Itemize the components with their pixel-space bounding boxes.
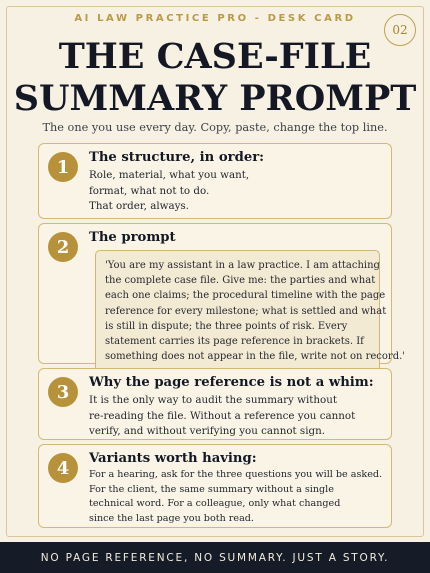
body-line: re-reading the file. Without a reference you cannot bbox=[89, 409, 356, 422]
body-line: Role, material, what you want, bbox=[89, 169, 250, 181]
section-number-badge: 4 bbox=[48, 453, 78, 483]
section-number-badge: 1 bbox=[48, 152, 78, 182]
section-body bbox=[89, 168, 383, 215]
section-structure bbox=[38, 143, 392, 219]
body-line: For a hearing, ask for the three questions you will be asked. bbox=[89, 469, 383, 480]
section-heading: The prompt bbox=[89, 230, 176, 245]
section-prompt bbox=[38, 223, 406, 364]
quote-line: 'You are my assistant in a law practice. I am attaching bbox=[105, 260, 380, 271]
section-body bbox=[89, 393, 383, 440]
page-title bbox=[0, 36, 430, 120]
header-kicker: AI LAW PRACTICE PRO - DESK CARD bbox=[74, 13, 356, 24]
section-number-badge: 2 bbox=[48, 232, 78, 262]
card-number-badge: 02 bbox=[384, 14, 416, 46]
section-page-reference bbox=[38, 368, 392, 440]
quote-line: reference for every milestone; what is settled and what bbox=[105, 305, 387, 317]
body-line: For the client, the same summary without a single bbox=[89, 483, 334, 495]
body-line: verify, and without verifying you cannot sign. bbox=[89, 425, 326, 438]
section-number-badge: 3 bbox=[48, 377, 78, 407]
body-line: format, what not to do. bbox=[89, 184, 210, 197]
quote-line: the complete case file. Give me: the parties and what bbox=[105, 275, 376, 287]
section-heading: Variants worth having: bbox=[89, 451, 257, 466]
section-heading: Why the page reference is not a whim: bbox=[89, 375, 374, 390]
section-body bbox=[89, 468, 383, 526]
title-line-2: SUMMARY PROMPT bbox=[13, 78, 417, 119]
title-line-1: THE CASE-FILE bbox=[58, 36, 372, 77]
quote-line: something does not appear in the file, write not on record.' bbox=[105, 351, 406, 363]
body-line: It is the only way to audit the summary without bbox=[89, 394, 337, 406]
section-heading: The structure, in order: bbox=[89, 150, 265, 165]
body-line: since the last page you both read. bbox=[89, 512, 254, 524]
section-variants bbox=[38, 444, 392, 528]
quote-line: statement carries its page reference in brackets. If bbox=[105, 336, 364, 348]
quote-line: is still in dispute; the three points of risk. Every bbox=[105, 320, 348, 332]
prompt-quote-box[interactable] bbox=[95, 250, 406, 372]
body-line: technical word. For a colleague, only what changed bbox=[89, 498, 341, 509]
quote-line: each one claims; the procedural timeline with the page bbox=[105, 290, 386, 302]
body-line: That order, always. bbox=[89, 200, 189, 213]
footer-banner: NO PAGE REFERENCE, NO SUMMARY. JUST A STORY. bbox=[0, 542, 430, 573]
subtitle: The one you use every day. Copy, paste, change the top line. bbox=[42, 121, 388, 134]
